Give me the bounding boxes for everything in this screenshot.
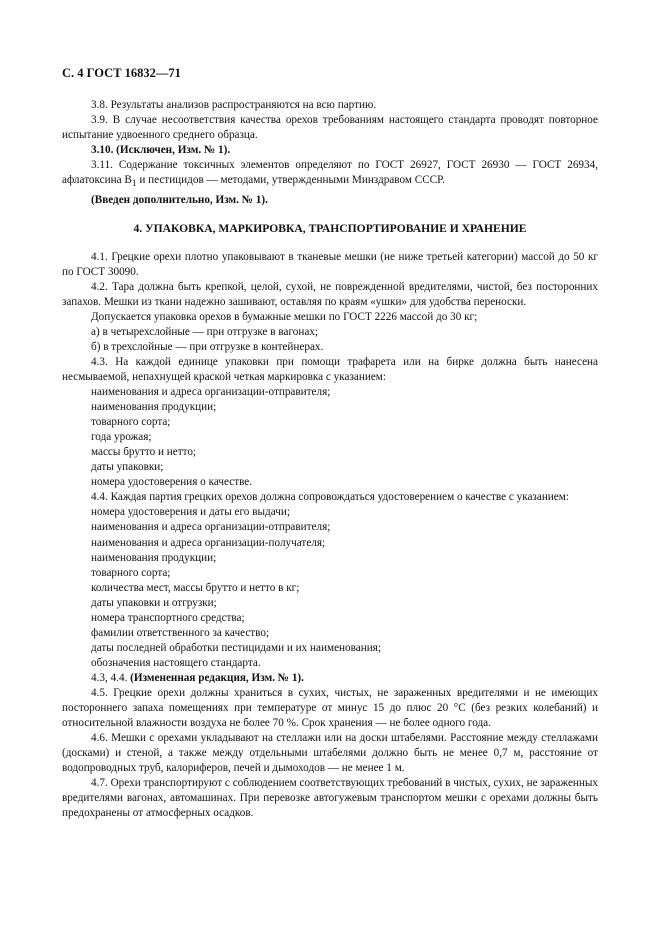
list-item: номера удостоверения о качестве. bbox=[91, 476, 253, 489]
para-4-2: 4.2. Тара должна быть крепкой, целой, сухой, не поврежденной вредителями, чистой, без посторонних запахов. Мешки из ткани надежно зашивают, оставляя по краям «ушки» для удобства переноски. bbox=[62, 280, 598, 308]
note-text: (Измененная редакция, Изм. № 1). bbox=[130, 671, 304, 684]
list-item: товарного сорта; bbox=[91, 416, 171, 429]
para-3-11-note: (Введен дополнительно, Изм. № 1). bbox=[91, 193, 268, 206]
para-4-7: 4.7. Орехи транспортируют с соблюдением соответствующих требований в чистых, сухих, не зараженных вредителями вагонах, автомашинах. При перевозке автогужевым транспортом мешки с орехами должны быть предохранены от атмосферных осадков. bbox=[62, 777, 598, 820]
list-item: наименования и адреса организации-отправителя; bbox=[91, 386, 331, 399]
list-item: даты последней обработки пестицидами и их наименования; bbox=[91, 641, 381, 654]
list-item: номера удостоверения и даты его выдачи; bbox=[91, 506, 290, 519]
para-4-1: 4.1. Грецкие орехи плотно упаковывают в тканевые мешки (не ниже третьей категории) массой до 50 кг по ГОСТ 30090. bbox=[62, 250, 598, 278]
document-body bbox=[62, 98, 598, 821]
list-item: года урожая; bbox=[91, 431, 152, 444]
para-3-11-subscript: 1 bbox=[131, 179, 137, 190]
para-4-3: 4.3. На каждой единице упаковки при помощи трафарета или на бирке должна быть нанесена несмываемой, непахнущей краской четкая маркировка с указанием: bbox=[62, 355, 598, 383]
para-4-2-item-a: а) в четырехслойные — при отгрузке в вагонах; bbox=[91, 325, 319, 338]
list-item: массы брутто и нетто; bbox=[91, 446, 197, 459]
list-item: фамилии ответственного за качество; bbox=[91, 626, 270, 639]
para-3-10: 3.10. (Исключен, Изм. № 1). bbox=[91, 144, 231, 157]
list-item: количества мест, массы брутто и нетто в кг; bbox=[91, 581, 300, 594]
para-4-2-bags: Допускается упаковка орехов в бумажные мешки по ГОСТ 2226 массой до 30 кг; bbox=[91, 310, 478, 323]
para-4-3-4-4-note bbox=[62, 671, 598, 686]
list-4-4 bbox=[62, 505, 598, 671]
note-numbers: 4.3, 4.4. bbox=[91, 671, 131, 684]
list-item: наименования продукции; bbox=[91, 401, 217, 414]
para-4-4: 4.4. Каждая партия грецких орехов должна сопровождаться удостоверением о качестве с указанием: bbox=[91, 491, 569, 504]
list-item: наименования и адреса организации-получателя; bbox=[91, 536, 326, 549]
para-4-6: 4.6. Мешки с орехами укладывают на стеллажи или на доски штабелями. Расстояние между стеллажами (досками) и стеной, а также между отдельными штабелями должно быть не менее 0,7 м, расстояние от водопроводных труб, калориферов, печей и дымоходов — не менее 1 м. bbox=[62, 732, 598, 775]
list-item: номера транспортного средства; bbox=[91, 611, 245, 624]
list-item: даты упаковки; bbox=[91, 461, 164, 474]
list-item: наименования продукции; bbox=[91, 551, 217, 564]
para-3-8: 3.8. Результаты анализов распространяются на всю партию. bbox=[91, 99, 377, 111]
para-3-11-lead: 3.11. Содержание токсичных элементов определяют по ГОСТ 26927, ГОСТ 26930 — ГОСТ 26934, афлатоксина B bbox=[62, 159, 598, 187]
para-4-5: 4.5. Грецкие орехи должны храниться в сухих, чистых, не зараженных вредителями и не имеющих постороннего запаха помещениях при температуре от минус 15 до плюс 20 °C (без резких колебаний) и относительной влажности воздуха не более 70 %. Срок хранения — не более одного года. bbox=[62, 686, 598, 730]
list-item: товарного сорта; bbox=[91, 566, 171, 579]
list-item: наименования и адреса организации-отправителя; bbox=[91, 521, 331, 534]
section-title: 4. УПАКОВКА, МАРКИРОВКА, ТРАНСПОРТИРОВАНИЕ И ХРАНЕНИЕ bbox=[133, 221, 527, 235]
para-3-11 bbox=[62, 158, 598, 192]
para-3-9: 3.9. В случае несоответствия качества орехов требованиям настоящего стандарта проводят повторное испытание удвоенного среднего образца. bbox=[62, 114, 598, 142]
list-4-3 bbox=[62, 385, 598, 490]
para-4-2-item-b: б) в трехслойные — при отгрузке в контейнерах. bbox=[91, 340, 324, 353]
page-header: С. 4 ГОСТ 16832—71 bbox=[62, 66, 181, 80]
list-item: даты упаковки и отгрузки; bbox=[91, 596, 217, 609]
para-3-11-tail: и пестицидов — методами, утвержденными Минздравом СССР. bbox=[136, 174, 445, 187]
list-item: обозначения настоящего стандарта. bbox=[91, 656, 261, 669]
